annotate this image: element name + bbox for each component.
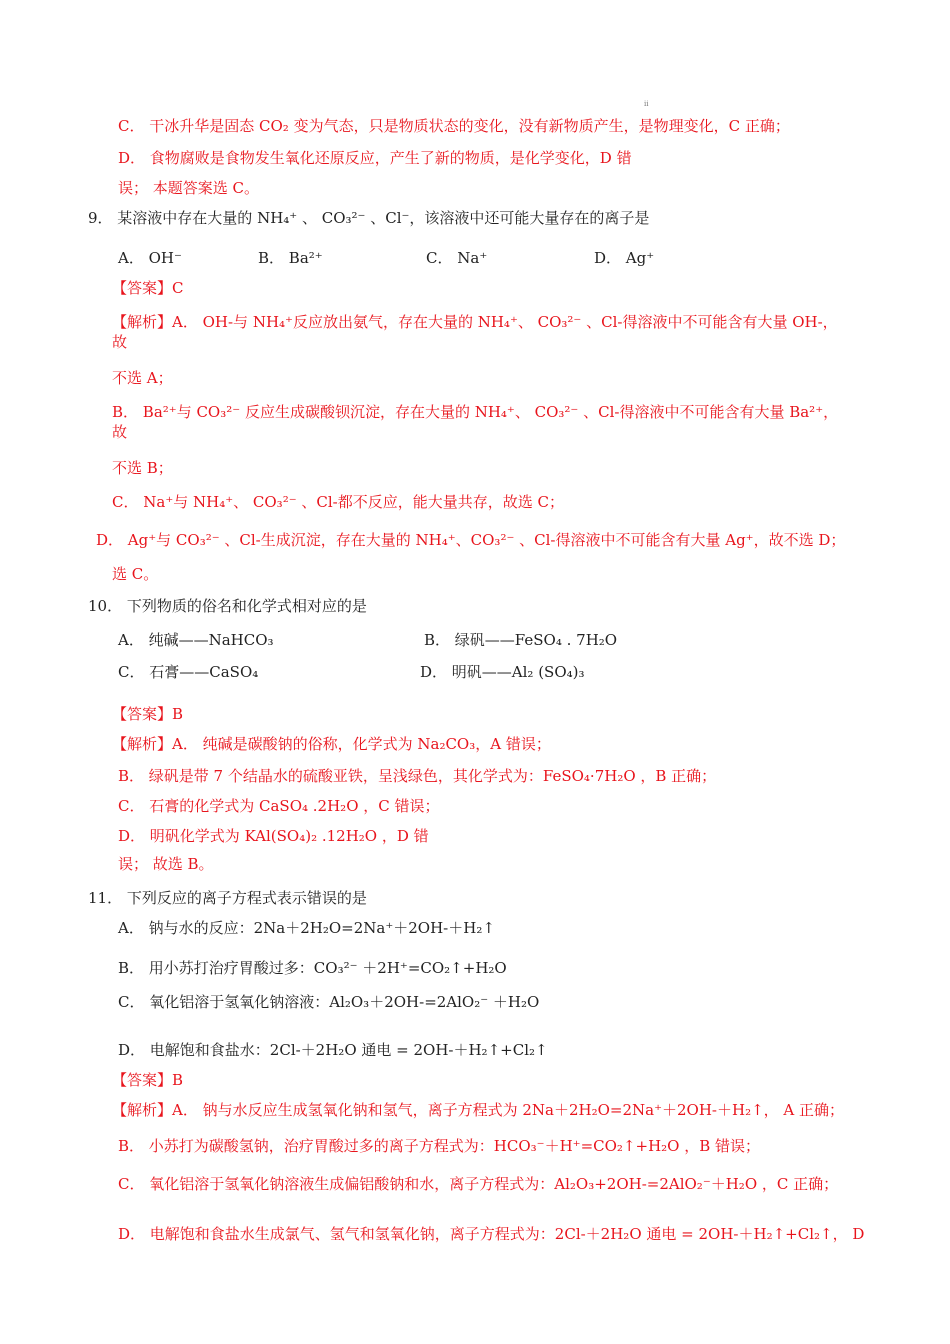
question-9: 9． 某溶液中存在大量的 NH₄⁺ 、 CO₃²⁻ 、Cl⁻，该溶液中还可能大量存在的离子是 [88,209,650,227]
option-d: D． 电解饱和食盐水：2Cl-＋2H₂O 通电 = 2OH-＋H₂↑+Cl₂↑ [118,1041,548,1059]
analysis-line: 选 C。 [112,565,159,583]
analysis-line: D． Ag⁺与 CO₃²⁻ 、Cl-生成沉淀，存在大量的 NH₄⁺、CO₃²⁻ 、Cl-得溶液中不可能含有大量 Ag⁺，故不选 D； [96,531,846,549]
analysis-line: D． 电解饱和食盐水生成氯气、氢气和氢氧化钠，离子方程式为：2Cl-＋2H₂O 通电 = 2OH-＋H₂↑+Cl₂↑， D [118,1225,865,1243]
analysis-line: 不选 A； [112,369,173,387]
analysis-line: D． 明矾化学式为 KAl(SO₄)₂ .12H₂O ，D 错 [118,827,429,845]
analysis-line: C． 氧化铝溶于氢氧化钠溶液生成偏铝酸钠和水，离子方程式为：Al₂O₃+2OH-=2AlO₂⁻＋H₂O ，C 正确； [118,1175,839,1193]
analysis-line: C． 石膏的化学式为 CaSO₄ .2H₂O ，C 错误； [118,797,440,815]
option-a: A． 纯碱——NaHCO₃ [118,631,274,649]
option-c: C． 石膏——CaSO₄ [118,663,259,681]
analysis-line: 【解析】A． 纯碱是碳酸钠的俗称，化学式为 Na₂CO₃，A 错误； [112,735,551,753]
analysis-line: B． 绿矾是带 7 个结晶水的硫酸亚铁，呈浅绿色，其化学式为：FeSO₄·7H₂O ，B 正确； [118,767,717,785]
option-b: B． 用小苏打治疗胃酸过多：CO₃²⁻ ＋2H⁺=CO₂↑+H₂O [118,959,507,977]
option-b: B． 绿矾——FeSO₄ . 7H₂O [424,631,618,649]
option-c: C． 氧化铝溶于氢氧化钠溶液：Al₂O₃＋2OH-=2AlO₂⁻ ＋H₂O [118,993,540,1011]
analysis-line: 故 [112,333,128,351]
option-b: B． Ba²⁺ [258,249,323,267]
answer: 【答案】C [112,279,184,297]
analysis-line: 不选 B； [112,459,173,477]
option-a: A． OH⁻ [118,249,182,267]
page-mark: ii [644,100,649,108]
text-line: C． 干冰升华是固态 CO₂ 变为气态，只是物质状态的变化，没有新物质产生，是物理变化，C 正确； [118,117,790,135]
option-d: D． 明矾——Al₂ (SO₄)₃ [420,663,585,681]
option-a: A． 钠与水的反应：2Na＋2H₂O=2Na⁺＋2OH-＋H₂↑ [118,919,495,937]
analysis-line: B． 小苏打为碳酸氢钠，治疗胃酸过多的离子方程式为：HCO₃⁻＋H⁺=CO₂↑+H₂O ，B 错误； [118,1137,761,1155]
text-line: 误； 本题答案选 C。 [118,179,260,197]
question-10: 10． 下列物质的俗名和化学式相对应的是 [88,597,367,615]
option-c: C． Na⁺ [426,249,488,267]
analysis-line: 故 [112,423,128,441]
analysis-line: 【解析】A． OH-与 NH₄⁺反应放出氨气，存在大量的 NH₄⁺、 CO₃²⁻ 、Cl-得溶液中不可能含有大量 OH-， [112,313,838,331]
question-11: 11． 下列反应的离子方程式表示错误的是 [88,889,367,907]
analysis-line: 误； 故选 B。 [118,855,214,873]
analysis-line: C． Na⁺与 NH₄⁺、 CO₃²⁻ 、Cl-都不反应，能大量共存，故选 C； [112,493,564,511]
answer: 【答案】B [112,705,184,723]
answer: 【答案】B [112,1071,184,1089]
option-d: D． Ag⁺ [594,249,655,267]
analysis-line: 【解析】A． 钠与水反应生成氢氧化钠和氢气，离子方程式为 2Na＋2H₂O=2Na⁺＋2OH-＋H₂↑， A 正确； [112,1101,845,1119]
analysis-line: B． Ba²⁺与 CO₃²⁻ 反应生成碳酸钡沉淀，存在大量的 NH₄⁺、 CO₃²⁻ 、Cl-得溶液中不可能含有大量 Ba²⁺， [112,403,839,421]
text-line: D． 食物腐败是食物发生氧化还原反应，产生了新的物质，是化学变化，D 错 [118,149,632,167]
